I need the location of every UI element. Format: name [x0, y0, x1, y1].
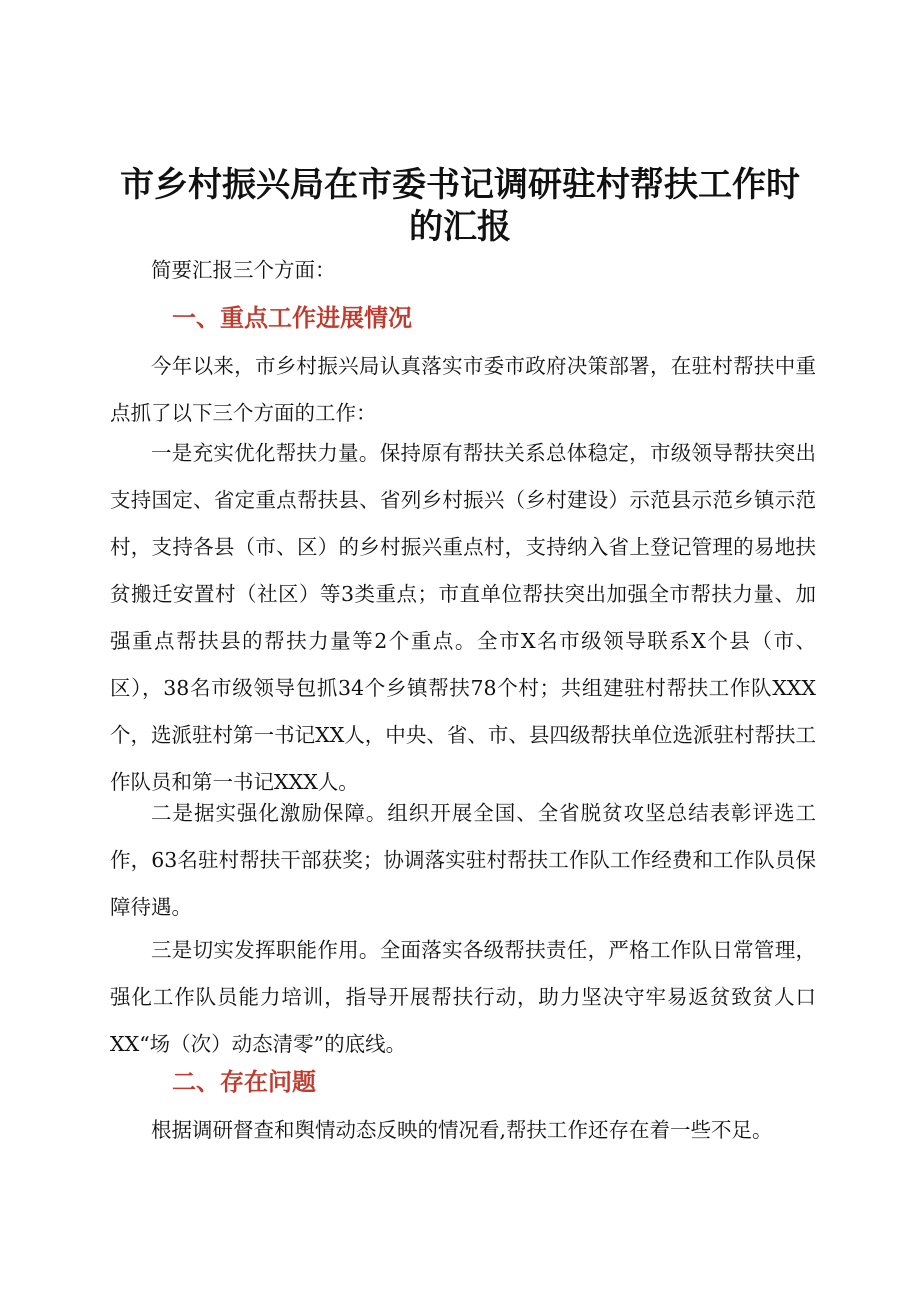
- paragraph-4: 三是切实发挥职能作用。全面落实各级帮扶责任，严格工作队日常管理，强化工作队员能力培训，指导开展帮扶行动，助力坚决守牢易返贫致贫人口XX“场（次）动态清零”的底线。: [110, 938, 816, 1056]
- section-2-heading: 二、存在问题: [172, 1068, 316, 1096]
- document-title-line-2: 的汇报: [409, 207, 511, 247]
- paragraph-1: 今年以来，市乡村振兴局认真落实市委市政府决策部署，在驻村帮扶中重点抓了以下三个方面的工作：: [110, 354, 816, 425]
- paragraph-3: 二是据实强化激励保障。组织开展全国、全省脱贫攻坚总结表彰评选工作，63名驻村帮扶干部获奖；协调落实驻村帮扶工作队工作经费和工作队员保障待遇。: [110, 801, 816, 919]
- document-title-line-1: 市乡村振兴局在市委书记调研驻村帮扶工作时: [120, 165, 800, 205]
- intro-paragraph: 简要汇报三个方面：: [151, 258, 336, 282]
- section-1-heading: 一、重点工作进展情况: [172, 304, 412, 332]
- paragraph-2: 一是充实优化帮扶力量。保持原有帮扶关系总体稳定，市级领导帮扶突出支持国定、省定重点帮扶县、省列乡村振兴（乡村建设）示范县示范乡镇示范村，支持各县（市、区）的乡村振兴重点村，支持纳入省上登记管理的易地扶贫搬迁安置村（社区）等3类重点；市直单位帮扶突出加强全市帮扶力量、加强重点帮扶县的帮扶力量等2个重点。全市X名市级领导联系X个县（市、区），38名市级领导包抓34个乡镇帮扶78个村；共组建驻村帮扶工作队XXX个，选派驻村第一书记XX人，中央、省、市、县四级帮扶单位选派驻村帮扶工作队员和第一书记XXX人。: [110, 441, 816, 794]
- paragraph-5: 根据调研督查和舆情动态反映的情况看,帮扶工作还存在着一些不足。: [151, 1118, 773, 1142]
